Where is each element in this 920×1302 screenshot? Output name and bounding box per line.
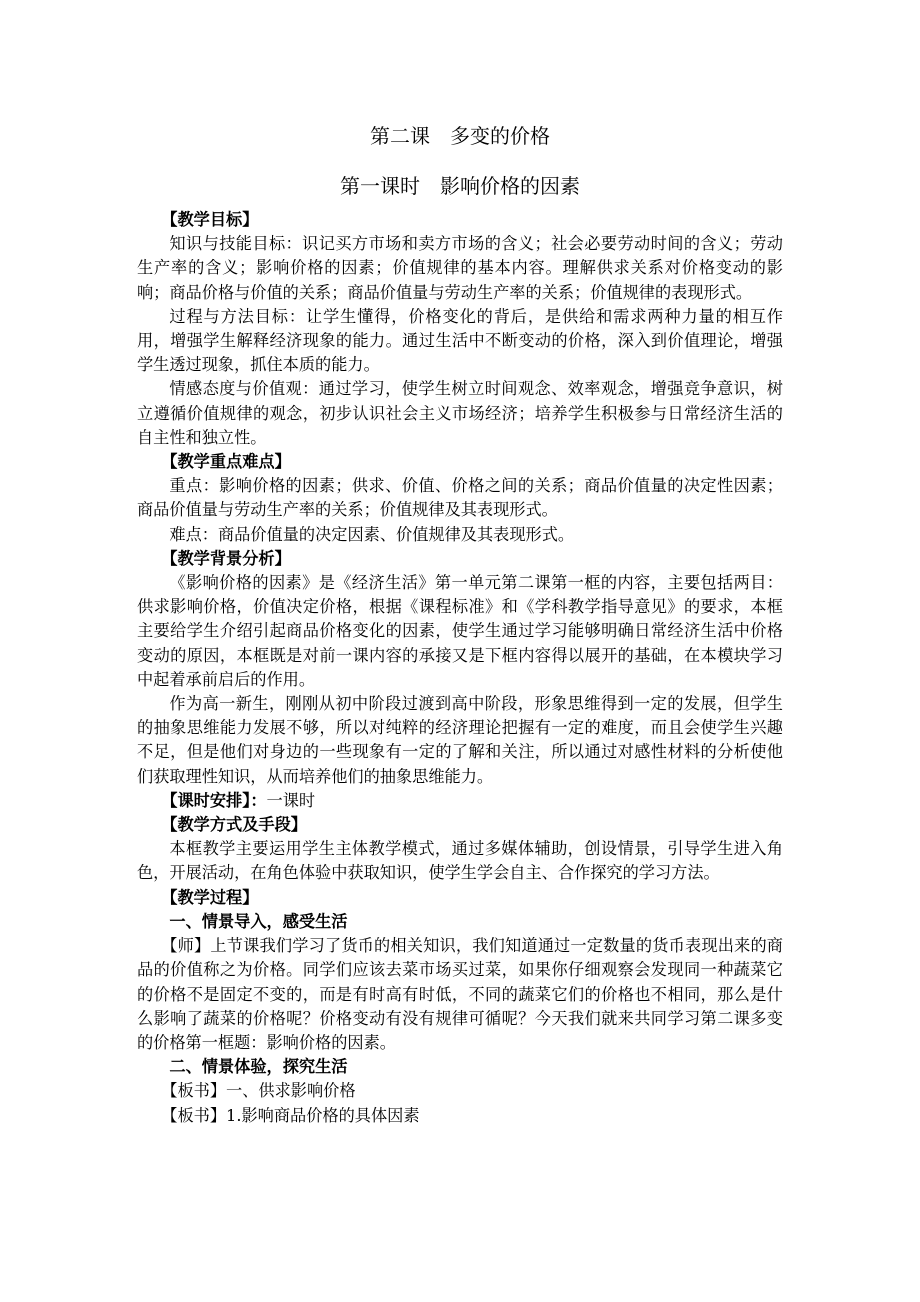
process-heading: 【教学过程】	[161, 887, 259, 907]
background-heading: 【教学背景分析】	[161, 548, 291, 568]
goal-emotion: 情感态度与价值观：通过学习，使学生树立时间观念、效率观念，增强竞争意识，树立遵循价值规律的观念，初步认识社会主义市场经济；培养学生积极参与日常经济生活的自主性和独立性。	[137, 379, 783, 447]
method-heading: 【教学方式及手段】	[161, 815, 307, 835]
lesson-subtitle: 第一课时 影响价格的因素	[340, 174, 580, 198]
background-paragraph-2: 作为高一新生，刚刚从初中阶段过渡到高中阶段，形象思维得到一定的发展，但学生的抽象思维能力发展不够，所以对纯粹的经济理论把握有一定的难度，而且会使学生兴趣不足，但是他们对身边的一些现象有一定的了解和关注，所以通过对感性材料的分析使他们获取理性知识，从而培养他们的抽象思维能力。	[137, 694, 783, 786]
step1-heading: 一、情景导入，感受生活	[169, 911, 348, 931]
document-body	[137, 208, 783, 1128]
schedule-value: 一课时	[266, 790, 316, 810]
key-heading: 【教学重点难点】	[161, 452, 291, 472]
board-line-1: 【板书】一、供求影响价格	[161, 1081, 356, 1101]
step1-text: 【师】上节课我们学习了货币的相关知识，我们知道通过一定数量的货币表现出来的商品的价值称之为价格。同学们应该去菜市场买过菜，如果你仔细观察会发现同一种蔬菜它的价格不是固定不变的，而是有时高有时低，不同的蔬菜它们的价格也不相同，那么是什么影响了蔬菜的价格呢？价格变动有没有规律可循呢？今天我们就来共同学习第二课多变的价格第一框题：影响价格的因素。	[137, 936, 783, 1052]
key-point: 重点：影响价格的因素；供求、价值、价格之间的关系；商品价值量的决定性因素；商品价值量与劳动生产率的关系；价值规律及其表现形式。	[137, 476, 783, 520]
schedule-line	[137, 789, 783, 813]
method-text: 本框教学主要运用学生主体教学模式，通过多媒体辅助，创设情景，引导学生进入角色，开展活动，在角色体验中获取知识，使学生学会自主、合作探究的学习方法。	[137, 839, 783, 883]
difficult-point: 难点：商品价值量的决定因素、价值规律及其表现形式。	[169, 524, 575, 544]
goals-heading: 【教学目标】	[161, 210, 259, 229]
lesson-title: 第二课 多变的价格	[370, 124, 550, 148]
board-line-2: 【板书】1.影响商品价格的具体因素	[161, 1105, 420, 1125]
schedule-label: 【课时安排】：	[161, 790, 267, 810]
goal-process: 过程与方法目标：让学生懂得，价格变化的背后，是供给和需求两种力量的相互作用，增强学生解释经济现象的能力。通过生活中不断变动的价格，深入到价值理论，增强学生透过现象，抓住本质的能力。	[137, 306, 783, 375]
background-paragraph-1: 《影响价格的因素》是《经济生活》第一单元第二课第一框的内容，主要包括两目：供求影响价格，价值决定价格，根据《课程标准》和《学科教学指导意见》的要求，本框主要给学生介绍引起商品价格变化的因素，使学生通过学习能够明确日常经济生活中价格变动的原因，本框既是对前一课内容的承接又是下框内容得以展开的基础，在本模块学习中起着承前启后的作用。	[137, 573, 783, 689]
goal-knowledge: 知识与技能目标：识记买方市场和卖方市场的含义；社会必要劳动时间的含义；劳动生产率的含义；影响价格的因素；价值规律的基本内容。理解供求关系对价格变动的影响；商品价格与价值的关系；商品价值量与劳动生产率的关系；价值规律的表现形式。	[137, 234, 783, 302]
step2-heading: 二、情景体验，探究生活	[169, 1057, 348, 1077]
